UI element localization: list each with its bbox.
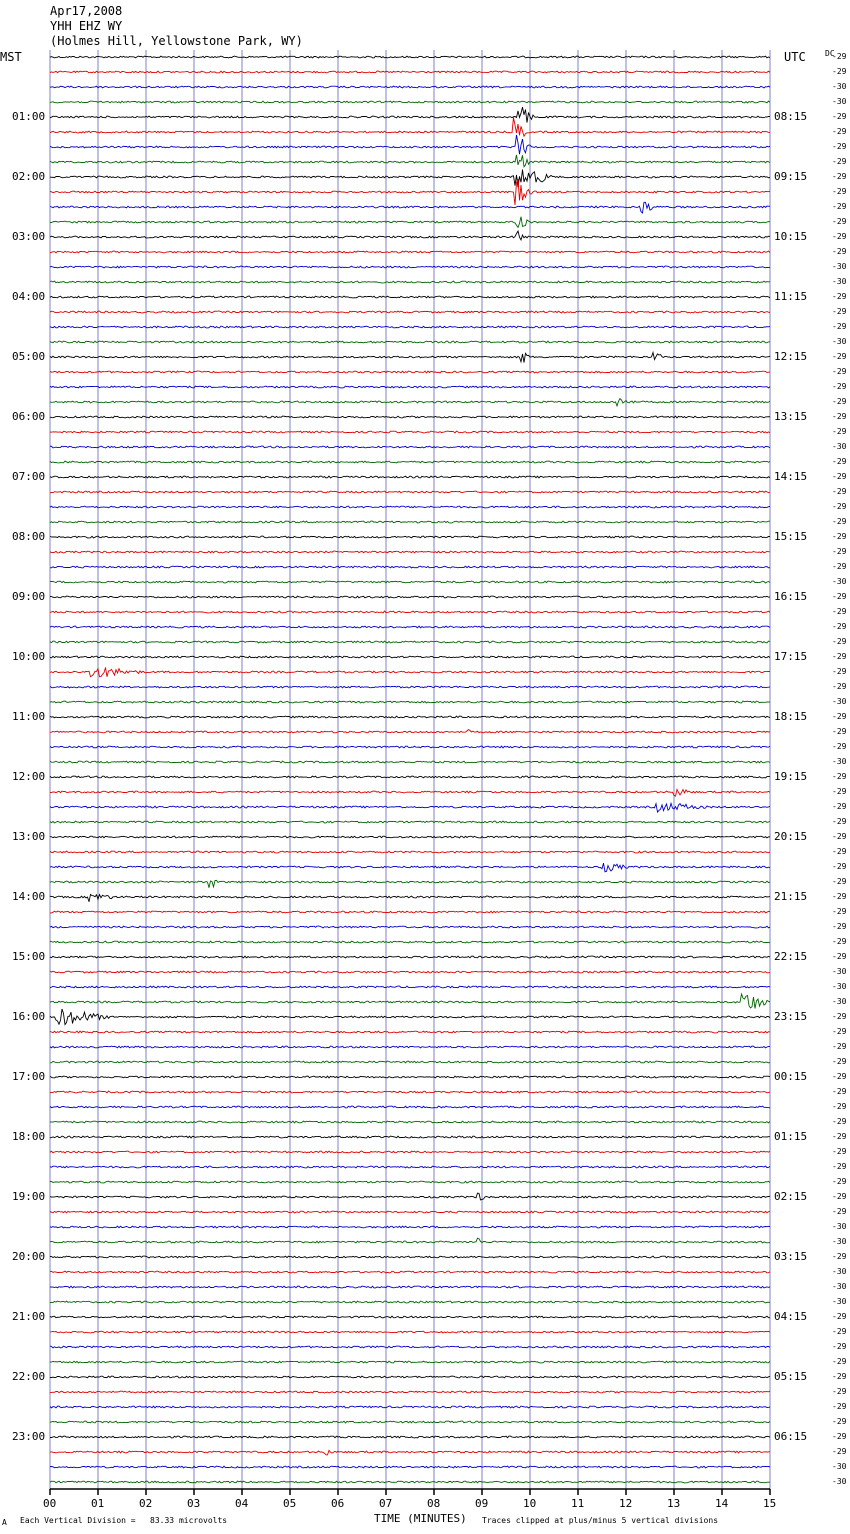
dc-offset-label: -29: [832, 1132, 847, 1141]
trace-46: [50, 746, 770, 748]
trace-91: [50, 1421, 770, 1423]
dc-offset-label: -29: [832, 532, 847, 541]
trace-31: [50, 521, 770, 523]
trace-52: [50, 836, 770, 838]
dc-offset-label: -29: [832, 472, 847, 481]
dc-offset-label: -29: [832, 727, 847, 736]
trace-61: [50, 971, 770, 973]
left-hour-label: 07:00: [12, 470, 46, 483]
dc-offset-label: -29: [832, 352, 847, 361]
dc-offset-label: -29: [832, 1162, 847, 1171]
right-hour-label: 22:15: [774, 950, 808, 963]
dc-offset-label: -29: [832, 937, 847, 946]
trace-89: [50, 1391, 770, 1393]
dc-offset-label: -29: [832, 562, 847, 571]
right-hour-label: 11:15: [774, 290, 808, 303]
dc-offset-label: -29: [832, 1252, 847, 1261]
right-hour-label: 05:15: [774, 1370, 808, 1383]
seismic-traces: [50, 56, 770, 1483]
right-hour-label: 04:15: [774, 1310, 808, 1323]
dc-offset-label: -30: [832, 82, 847, 91]
left-hour-label: 21:00: [12, 1310, 46, 1323]
dc-offset-label: -29: [832, 427, 847, 436]
x-axis-title: TIME (MINUTES): [374, 1512, 467, 1525]
left-hour-label: 12:00: [12, 770, 46, 783]
right-timezone-label: UTC: [784, 50, 806, 64]
dc-offset-label: -29: [832, 712, 847, 721]
dc-offset-label: -29: [832, 1192, 847, 1201]
left-hour-label: 19:00: [12, 1190, 46, 1203]
trace-54: [50, 863, 770, 872]
trace-47: [50, 761, 770, 763]
trace-7: [50, 155, 770, 167]
dc-offset-label: -29: [832, 157, 847, 166]
x-tick-label-06: 06: [331, 1497, 345, 1510]
trace-48: [50, 776, 770, 778]
dc-offset-label: -29: [832, 502, 847, 511]
trace-21: [50, 371, 770, 373]
dc-offset-label: -29: [832, 217, 847, 226]
dc-offset-label: -29: [832, 112, 847, 121]
dc-offset-label: -30: [832, 1477, 847, 1486]
trace-76: [50, 1193, 770, 1200]
trace-37: [50, 611, 770, 613]
trace-32: [50, 536, 770, 538]
trace-70: [50, 1106, 770, 1108]
left-hour-label: 13:00: [12, 830, 46, 843]
trace-38: [50, 626, 770, 628]
dc-offset-label: -29: [832, 892, 847, 901]
trace-56: [50, 894, 770, 901]
dc-offset-label: -30: [832, 997, 847, 1006]
dc-offset-label: -29: [832, 1072, 847, 1081]
dc-offset-label: -29: [832, 652, 847, 661]
trace-17: [50, 311, 770, 313]
trace-86: [50, 1346, 770, 1348]
trace-84: [50, 1316, 770, 1318]
dc-offset-label: -29: [832, 607, 847, 616]
dc-offset-label: -29: [832, 1357, 847, 1366]
left-hour-label: 05:00: [12, 350, 46, 363]
trace-74: [50, 1166, 770, 1168]
trace-8: [50, 170, 770, 188]
trace-20: [50, 353, 770, 363]
trace-15: [50, 281, 770, 283]
dc-offset-label: -29: [832, 142, 847, 151]
left-hour-label: 14:00: [12, 890, 46, 903]
dc-offset-label: -30: [832, 1237, 847, 1246]
left-hour-label: 15:00: [12, 950, 46, 963]
dc-offset-label: -29: [832, 622, 847, 631]
x-tick-label-15: 15: [763, 1497, 777, 1510]
right-hour-label: 09:15: [774, 170, 808, 183]
trace-11: [50, 217, 770, 228]
x-tick-label-08: 08: [427, 1497, 441, 1510]
trace-27: [50, 461, 770, 463]
dc-offset-label: -29: [832, 1012, 847, 1021]
dc-offset-label: -29: [832, 457, 847, 466]
right-hour-label: 12:15: [774, 350, 808, 363]
trace-82: [50, 1286, 770, 1288]
dc-offset-label: -29: [832, 397, 847, 406]
left-hour-label: 10:00: [12, 650, 46, 663]
trace-85: [50, 1331, 770, 1333]
trace-53: [50, 851, 770, 853]
trace-72: [50, 1136, 770, 1138]
dc-offset-label: -29: [832, 877, 847, 886]
dc-offset-label: -29: [832, 1042, 847, 1051]
trace-25: [50, 431, 770, 433]
trace-67: [50, 1061, 770, 1063]
left-hour-label: 06:00: [12, 410, 46, 423]
trace-22: [50, 386, 770, 388]
left-hour-label: 16:00: [12, 1010, 46, 1023]
x-tick-label-02: 02: [139, 1497, 153, 1510]
right-hour-label: 13:15: [774, 410, 808, 423]
dc-offset-label: -30: [832, 1282, 847, 1291]
dc-offset-label: -29: [832, 1447, 847, 1456]
trace-79: [50, 1238, 770, 1243]
dc-offset-label: -30: [832, 577, 847, 586]
trace-6: [50, 135, 770, 154]
left-hour-label: 09:00: [12, 590, 46, 603]
left-hour-label: 04:00: [12, 290, 46, 303]
left-hour-label: 22:00: [12, 1370, 46, 1383]
trace-28: [50, 476, 770, 478]
trace-16: [50, 296, 770, 298]
dc-offset-label: -29: [832, 1387, 847, 1396]
dc-offset-label: -29: [832, 862, 847, 871]
trace-92: [50, 1436, 770, 1438]
trace-40: [50, 656, 770, 658]
trace-88: [50, 1376, 770, 1378]
trace-49: [50, 789, 770, 796]
x-tick-label-12: 12: [619, 1497, 633, 1510]
dc-offset-label: -29: [832, 292, 847, 301]
plot-date: Apr17,2008: [50, 4, 123, 18]
trace-23: [50, 399, 770, 406]
dc-label: DC: [825, 49, 835, 58]
dc-offset-label: -29: [832, 487, 847, 496]
trace-29: [50, 491, 770, 493]
dc-offset-label: -30: [832, 1222, 847, 1231]
trace-59: [50, 941, 770, 943]
trace-10: [50, 202, 770, 213]
left-hour-label: 02:00: [12, 170, 46, 183]
dc-offset-label: -29: [832, 382, 847, 391]
x-tick-label-07: 07: [379, 1497, 393, 1510]
dc-offset-label: -30: [832, 277, 847, 286]
trace-14: [50, 266, 770, 268]
dc-offset-label: -29: [832, 667, 847, 676]
right-hour-label: 21:15: [774, 890, 808, 903]
clip-note: Traces clipped at plus/minus 5 vertical divisions: [482, 1516, 719, 1525]
dc-offset-label: -29: [832, 412, 847, 421]
trace-34: [50, 566, 770, 568]
x-tick-label-14: 14: [715, 1497, 729, 1510]
trace-83: [50, 1301, 770, 1303]
left-hour-label: 11:00: [12, 710, 46, 723]
dc-offset-label: -29: [832, 187, 847, 196]
trace-90: [50, 1406, 770, 1408]
right-hour-label: 20:15: [774, 830, 808, 843]
x-tick-label-13: 13: [667, 1497, 681, 1510]
dc-offset-label: -29: [832, 1312, 847, 1321]
x-tick-label-09: 09: [475, 1497, 489, 1510]
scale-note: Each Vertical Division = 83.33 microvolts: [20, 1516, 228, 1525]
trace-94: [50, 1466, 770, 1468]
trace-95: [50, 1481, 770, 1483]
right-hour-label: 08:15: [774, 110, 808, 123]
dc-offset-label: -30: [832, 262, 847, 271]
dc-offset-label: -29: [832, 547, 847, 556]
left-hour-label: 01:00: [12, 110, 46, 123]
left-hour-label: 23:00: [12, 1430, 46, 1443]
x-tick-label-00: 00: [43, 1497, 57, 1510]
dc-offset-label: -29: [832, 202, 847, 211]
right-hour-label: 14:15: [774, 470, 808, 483]
right-hour-label: 03:15: [774, 1250, 808, 1263]
station-location: (Holmes Hill, Yellowstone Park, WY): [50, 34, 303, 48]
trace-58: [50, 926, 770, 928]
trace-55: [50, 880, 770, 887]
trace-93: [50, 1450, 770, 1455]
dc-offset-label: -29: [832, 307, 847, 316]
dc-offset-label: -29: [832, 1342, 847, 1351]
trace-1: [50, 71, 770, 73]
dc-offset-label: -29: [832, 1102, 847, 1111]
dc-offset-label: -29: [832, 802, 847, 811]
trace-42: [50, 686, 770, 688]
x-tick-label-05: 05: [283, 1497, 297, 1510]
right-hour-label: 06:15: [774, 1430, 808, 1443]
dc-offset-label: -29: [832, 1027, 847, 1036]
dc-offset-label: -29: [832, 1417, 847, 1426]
x-tick-label-01: 01: [91, 1497, 105, 1510]
dc-offset-label: -29: [832, 52, 847, 61]
dc-offset-label: -30: [832, 442, 847, 451]
dc-offset-label: -29: [832, 1372, 847, 1381]
dc-offset-label: -29: [832, 247, 847, 256]
left-hour-label: 03:00: [12, 230, 46, 243]
dc-offset-label: -29: [832, 322, 847, 331]
trace-26: [50, 446, 770, 448]
trace-71: [50, 1121, 770, 1123]
x-tick-label-10: 10: [523, 1497, 537, 1510]
left-timezone-label: MST: [0, 50, 22, 64]
dc-offset-label: -29: [832, 1117, 847, 1126]
right-hour-label: 19:15: [774, 770, 808, 783]
trace-12: [50, 231, 770, 240]
right-hour-label: 18:15: [774, 710, 808, 723]
trace-51: [50, 821, 770, 823]
x-tick-label-11: 11: [571, 1497, 585, 1510]
trace-24: [50, 416, 770, 418]
trace-13: [50, 251, 770, 253]
station-code: YHH EHZ WY: [50, 19, 123, 33]
right-hour-label: 01:15: [774, 1130, 808, 1143]
dc-offset-label: -29: [832, 1432, 847, 1441]
trace-30: [50, 506, 770, 508]
trace-5: [50, 118, 770, 137]
trace-0: [50, 56, 770, 58]
dc-offset-label: -29: [832, 1402, 847, 1411]
dc-offset-label: -29: [832, 772, 847, 781]
trace-75: [50, 1181, 770, 1183]
dc-offset-label: -30: [832, 337, 847, 346]
dc-offset-label: -29: [832, 1147, 847, 1156]
trace-35: [50, 581, 770, 583]
dc-offset-label: -29: [832, 952, 847, 961]
dc-offset-label: -29: [832, 787, 847, 796]
trace-39: [50, 641, 770, 643]
trace-80: [50, 1256, 770, 1258]
trace-64: [50, 1009, 770, 1025]
dc-offset-label: -29: [832, 1057, 847, 1066]
dc-offset-label: -29: [832, 907, 847, 916]
dc-offset-label: -30: [832, 1297, 847, 1306]
trace-57: [50, 911, 770, 913]
dc-offset-label: -30: [832, 967, 847, 976]
trace-78: [50, 1226, 770, 1228]
x-tick-label-03: 03: [187, 1497, 201, 1510]
dc-offset-label: -29: [832, 1207, 847, 1216]
dc-offset-label: -29: [832, 232, 847, 241]
trace-18: [50, 326, 770, 328]
trace-9: [50, 179, 770, 205]
trace-2: [50, 86, 770, 88]
dc-offset-label: -29: [832, 1087, 847, 1096]
corner-mark: A: [2, 1518, 7, 1527]
right-hour-label: 16:15: [774, 590, 808, 603]
dc-offset-label: -29: [832, 817, 847, 826]
trace-60: [50, 956, 770, 958]
trace-62: [50, 986, 770, 988]
time-axis: [50, 1489, 770, 1495]
dc-offset-label: -29: [832, 922, 847, 931]
trace-81: [50, 1271, 770, 1273]
trace-3: [50, 101, 770, 103]
trace-77: [50, 1211, 770, 1213]
trace-50: [50, 803, 770, 812]
trace-44: [50, 716, 770, 718]
dc-offset-label: -30: [832, 757, 847, 766]
trace-73: [50, 1151, 770, 1153]
right-hour-label: 15:15: [774, 530, 808, 543]
dc-offset-label: -30: [832, 1462, 847, 1471]
dc-offset-label: -29: [832, 517, 847, 526]
right-hour-label: 23:15: [774, 1010, 808, 1023]
dc-offset-label: -29: [832, 682, 847, 691]
trace-66: [50, 1046, 770, 1048]
left-hour-label: 18:00: [12, 1130, 46, 1143]
dc-offset-label: -29: [832, 172, 847, 181]
trace-69: [50, 1091, 770, 1093]
dc-offset-label: -29: [832, 742, 847, 751]
dc-offset-label: -29: [832, 127, 847, 136]
dc-offset-label: -29: [832, 832, 847, 841]
dc-offset-label: -29: [832, 67, 847, 76]
dc-offset-label: -30: [832, 697, 847, 706]
left-hour-label: 17:00: [12, 1070, 46, 1083]
trace-65: [50, 1031, 770, 1033]
dc-offset-label: -29: [832, 592, 847, 601]
dc-offset-label: -29: [832, 847, 847, 856]
dc-offset-label: -30: [832, 982, 847, 991]
dc-offset-label: -29: [832, 1177, 847, 1186]
trace-45: [50, 730, 770, 733]
right-hour-label: 00:15: [774, 1070, 808, 1083]
left-hour-label: 08:00: [12, 530, 46, 543]
trace-43: [50, 701, 770, 703]
trace-36: [50, 596, 770, 598]
x-tick-label-04: 04: [235, 1497, 249, 1510]
trace-4: [50, 107, 770, 123]
right-hour-label: 17:15: [774, 650, 808, 663]
dc-offset-label: -30: [832, 1267, 847, 1276]
dc-offset-label: -29: [832, 367, 847, 376]
trace-19: [50, 341, 770, 343]
right-hour-label: 02:15: [774, 1190, 808, 1203]
trace-63: [50, 994, 770, 1008]
trace-41: [50, 668, 770, 677]
trace-68: [50, 1076, 770, 1078]
right-hour-label: 10:15: [774, 230, 808, 243]
dc-offset-label: -29: [832, 1327, 847, 1336]
dc-offset-label: -29: [832, 637, 847, 646]
dc-offset-label: -30: [832, 97, 847, 106]
trace-87: [50, 1361, 770, 1363]
left-hour-label: 20:00: [12, 1250, 46, 1263]
trace-33: [50, 551, 770, 553]
